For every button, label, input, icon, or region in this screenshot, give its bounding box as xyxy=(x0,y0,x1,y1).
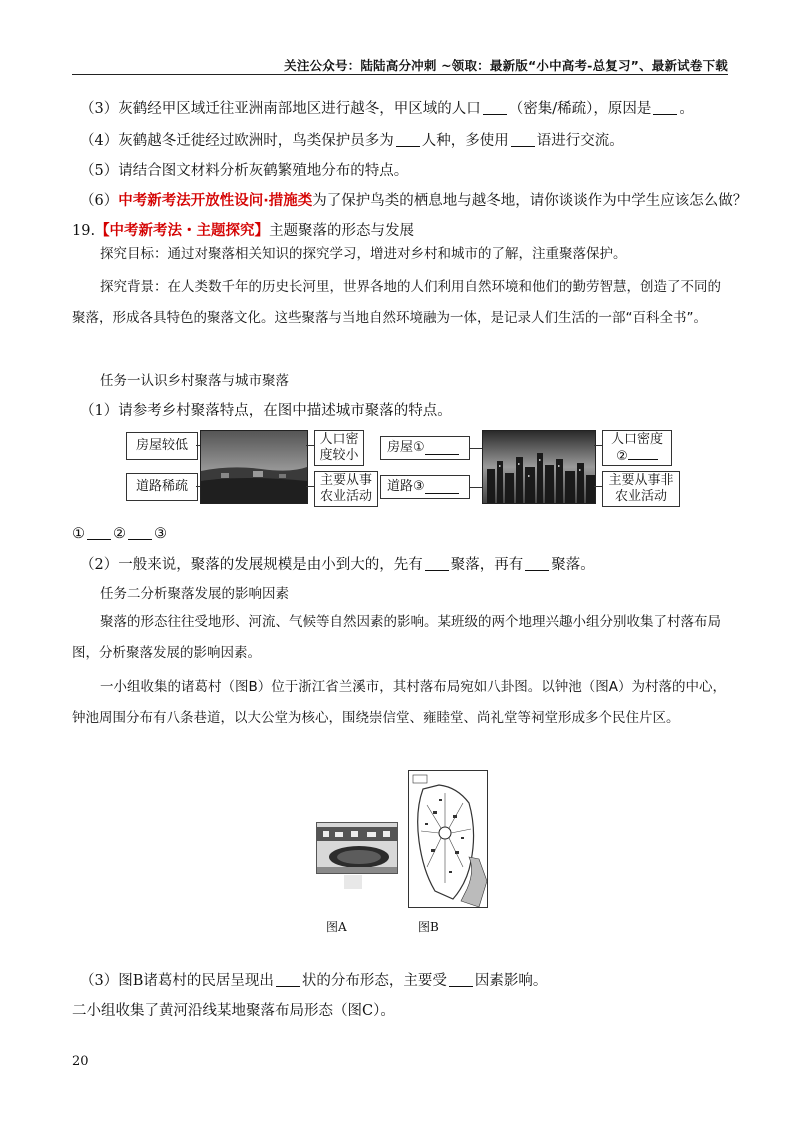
task-2-question-3: （3）图B诸葛村的民居呈现出 状的分布形态，主要受 因素影响。 xyxy=(80,973,548,989)
answer-blank[interactable] xyxy=(87,525,111,540)
question-5: （5）请结合图文材料分析灰鹤繁殖地分布的特点。 xyxy=(80,163,409,179)
task-2-title: 任务二分析聚落发展的影响因素 xyxy=(100,586,289,602)
answer-blank[interactable] xyxy=(396,132,420,147)
answer-blank[interactable] xyxy=(628,448,658,460)
connector xyxy=(306,445,314,446)
question-6: （6）中考新考法开放性设问·措施类为了保护鸟类的栖息地与越冬地，请你谈谈作为中学生应该怎么做？ xyxy=(80,193,748,209)
task-1-question-1: （1）请参考乡村聚落特点，在图中描述城市聚落的特点。 xyxy=(80,403,452,419)
connector xyxy=(470,448,482,449)
answer-blank[interactable] xyxy=(276,972,300,987)
connector xyxy=(470,487,482,488)
task-1-question-2: （2）一般来说，聚落的发展规模是由小到大的，先有 聚落，再有 聚落。 xyxy=(80,557,595,573)
figure-a-pond-photo xyxy=(316,822,398,874)
figure-b-caption: 图B xyxy=(418,920,439,934)
answer-blank[interactable] xyxy=(483,100,507,115)
figure-b-village-map xyxy=(408,770,488,908)
urban-house-box: 房屋① xyxy=(380,436,470,460)
rural-village-photo xyxy=(200,430,308,504)
figure-a-caption: 图A xyxy=(326,920,347,934)
task-2-intro: 聚落的形态往往受地形、河流、气候等自然因素的影响。某班级的两个地理兴趣小组分别收集了村落布局图，分析聚落发展的影响因素。 xyxy=(72,614,721,661)
urban-city-photo xyxy=(482,430,596,504)
answer-blank[interactable] xyxy=(425,556,449,571)
question-19: 19.【中考新考法・主题探究】主题聚落的形态与发展 xyxy=(72,223,415,239)
connector xyxy=(306,486,314,487)
rural-road-box: 道路稀疏 xyxy=(126,473,198,501)
urban-activity-box: 主要从事非农业活动 xyxy=(602,471,680,507)
rural-activity-box: 主要从事农业活动 xyxy=(314,471,378,507)
image-watermark-smudge xyxy=(344,875,362,889)
diagram-answer-line: ① ② ③ xyxy=(72,526,167,542)
connector xyxy=(594,445,602,446)
answer-blank[interactable] xyxy=(449,972,473,987)
urban-road-box: 道路③ xyxy=(380,475,470,499)
question-3: （3）灰鹤经甲区域迁往亚洲南部地区进行越冬，甲区域的人口 （密集/稀疏），原因是 。 xyxy=(80,101,694,117)
inquiry-goal: 探究目标：通过对聚落相关知识的探究学习，增进对乡村和城市的了解，注重聚落保护。 xyxy=(100,246,627,262)
answer-blank[interactable] xyxy=(653,100,677,115)
answer-blank[interactable] xyxy=(511,132,535,147)
answer-blank[interactable] xyxy=(525,556,549,571)
question-4: （4）灰鹤越冬迁徙经过欧洲时，鸟类保护员多为 人种，多使用 语进行交流。 xyxy=(80,133,624,149)
rural-population-box: 人口密度较小 xyxy=(314,430,364,466)
urban-population-box: 人口密度 ② xyxy=(602,430,672,466)
question-tag: 【中考新考法・主题探究】 xyxy=(95,223,270,239)
inquiry-background: 探究背景：在人类数千年的历史长河里，世界各地的人们利用自然环境和他们的勤劳智慧，创造了不同的聚落，形成各具特色的聚落文化。这些聚落与当地自然环境融为一体，是记录人们生活的一部“百科全书”。 xyxy=(72,279,721,326)
group-1-text: 一小组收集的诸葛村（图B）位于浙江省兰溪市，其村落布局宛如八卦图。以钟池（图A）为村落的中心，钟池周围分布有八条巷道，以大公堂为核心，围绕崇信堂、雍睦堂、尚礼堂等祠堂形成多个民住片区。 xyxy=(72,679,726,726)
question-tag: 中考新考法开放性设问·措施类 xyxy=(118,193,313,209)
page-header: 关注公众号：陆陆高分冲刺 ~领取：最新版“小中高考-总复习”、最新试卷下载 xyxy=(284,58,728,73)
answer-blank[interactable] xyxy=(425,481,459,494)
task-1-title: 任务一认识乡村聚落与城市聚落 xyxy=(100,373,289,389)
header-divider xyxy=(72,74,728,75)
connector xyxy=(594,486,602,487)
page-number: 20 xyxy=(72,1054,89,1069)
rural-house-box: 房屋较低 xyxy=(126,432,198,460)
group-2-text: 二小组收集了黄河沿线某地聚落布局形态（图C）。 xyxy=(72,1003,395,1019)
answer-blank[interactable] xyxy=(425,442,459,455)
answer-blank[interactable] xyxy=(128,525,152,540)
